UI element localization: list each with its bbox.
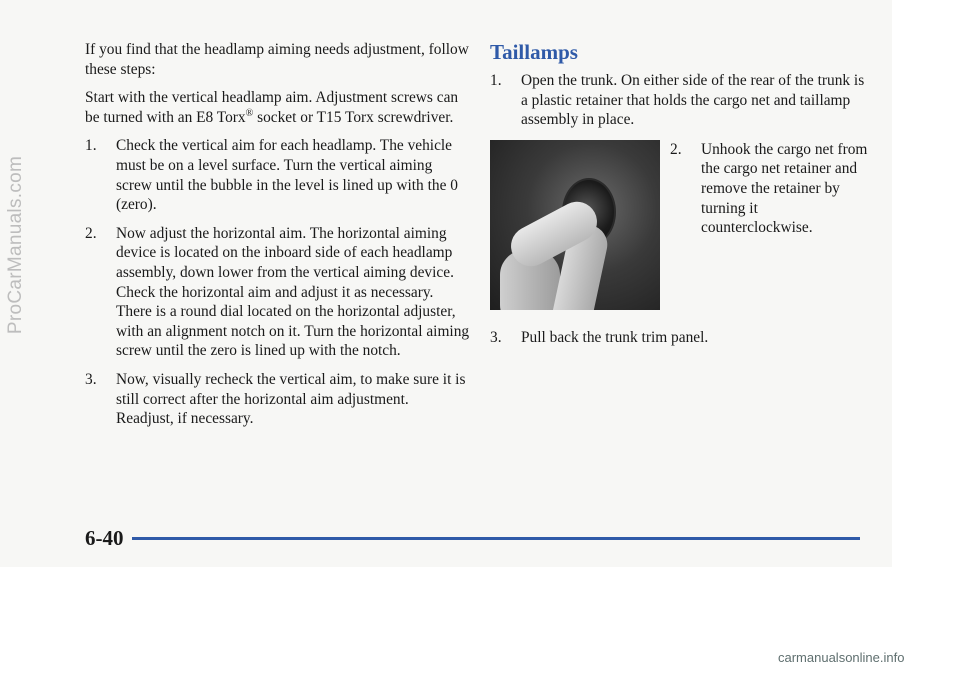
headlamp-step [85, 224, 470, 361]
headlamp-steps [85, 136, 470, 428]
page-footer [85, 523, 860, 553]
left-column [85, 40, 470, 438]
tool-text-start: Start with the vertical headlamp aim. Adjustment screws can be turned with an E8 Torx [85, 89, 459, 126]
watermark [2, 120, 30, 370]
step-number: 2. [85, 224, 97, 242]
step-text: Unhook the cargo net from the cargo net retainer and remove the retainer by turning it counterclockwise. [701, 140, 868, 237]
retainer-photo [490, 140, 660, 310]
registered-mark: ® [245, 107, 254, 119]
step-text: Now adjust the horizontal aim. The horizontal aiming device is located on the inboard side of each headlamp assembly, down lower from the vertical aiming device. Check the horizontal aim and adjust it as necessary. There is a round dial located on the horizontal adjuster, with an alignment notch on it. Turn the horizontal aiming screw until the zero is lined up with the notch. [116, 224, 470, 360]
step-text: Open the trunk. On either side of the rear of the trunk is a plastic retainer that holds the cargo net and taillamp assembly in place. [521, 72, 865, 129]
taillamp-step [490, 71, 865, 130]
step-text: Check the vertical aim for each headlamp. The vehicle must be on a level surface. Turn the vertical aiming screw until the bubble in the level is lined up with the 0 (zero). [116, 137, 458, 214]
right-column [490, 40, 868, 356]
intro-paragraph: If you find that the headlamp aiming needs adjustment, follow these steps: [85, 41, 469, 78]
taillamp-step [490, 328, 865, 348]
headlamp-step [85, 370, 470, 429]
taillamp-steps-cont [490, 328, 865, 348]
step-number: 2. [670, 140, 682, 158]
headlamp-step [85, 136, 470, 214]
photo-caption-steps [670, 140, 870, 238]
step-number: 3. [490, 328, 502, 346]
step-number: 3. [85, 370, 97, 388]
step-number: 1. [85, 137, 97, 155]
watermark-text: ProCarManuals.com [5, 155, 26, 335]
photo-row [490, 140, 868, 320]
step-text: Pull back the trunk trim panel. [521, 328, 709, 346]
step-number: 1. [490, 72, 502, 89]
tool-text-end: socket or T15 Torx screwdriver. [253, 108, 454, 126]
footer-rule [132, 537, 861, 540]
step-text: Now, visually recheck the vertical aim, to make sure it is still correct after the horizontal aim adjustment. Readjust, if necessary. [116, 370, 466, 428]
taillamp-step [670, 140, 870, 238]
taillamp-steps [490, 71, 865, 130]
page-number: 6-40 [85, 525, 124, 550]
tool-paragraph [85, 88, 470, 127]
section-heading: Taillamps [490, 40, 578, 64]
source-site-label[interactable]: carmanualsonline.info [778, 650, 905, 665]
